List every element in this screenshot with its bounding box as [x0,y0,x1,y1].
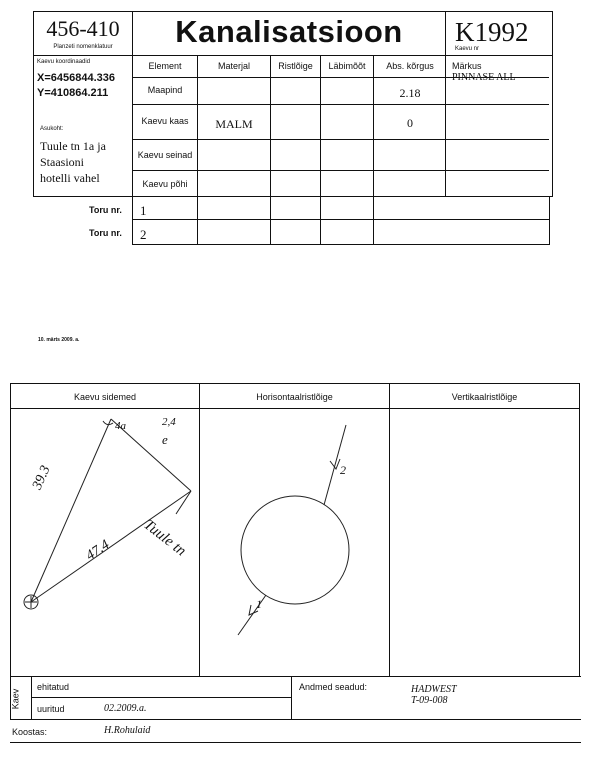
corner-note: 2,4 [162,416,176,428]
col-header-diameter: Läbimõõt [328,61,366,71]
col-header-material: Materjal [217,61,250,71]
col-header-ties: Kaevu sidemed [73,392,137,402]
remarks-value: PINNASE ALL [452,72,516,83]
row-element: Kaevu seinad [137,150,193,160]
col-header-section: Ristlõige [278,61,313,71]
col-header-vertical: Vertikaalristlõige [451,392,518,402]
planzett-label: Planzeti nomenklatuur [53,44,113,50]
row-abs-height: 0 [407,116,413,130]
devices-value: HADWEST [411,684,457,695]
devices-value: T-09-008 [411,695,448,706]
pipe-value: 1 [140,203,147,218]
surveyed-value: 02.2009.a. [104,703,147,714]
corner-note: 4a [115,420,126,432]
coordinates-label: Kaevu koordinaadid [37,59,91,65]
row-element: Kaevu põhi [142,179,188,189]
location-line: hotelli vahel [40,171,100,185]
corner-note: e [162,432,168,447]
pipe-value: 2 [140,227,147,242]
street-name: Tuule tn [140,516,189,560]
pipe-in-number: 2 [340,463,346,477]
horizontal-section-sketch [200,409,389,675]
location-line: Staasioni [40,155,84,169]
location-label: Asukoht: [40,126,64,132]
row-material: MALM [215,117,253,131]
planzett-number: 456-410 [46,16,120,41]
well-number: K1992 [455,17,529,47]
devices-label: Andmed seadud: [299,682,368,692]
distance-a: 39.3 [29,463,54,493]
coordinate-x: X=6456844.336 [37,72,115,84]
well-number-label: Kaevu nr [455,46,480,52]
compiled-label: Koostas: [12,727,48,737]
remarks-label: Märkus [452,61,482,71]
surveyed-label: uuritud [37,704,65,714]
pipe-out-number: 1 [256,597,262,611]
row-abs-height: 2.18 [399,86,421,100]
pipe-label: Toru nr. [89,228,122,238]
coordinate-y: Y=410864.211 [37,87,109,99]
distance-b: 47.4 [83,537,113,564]
top-card [0,0,596,260]
row-element: Kaevu kaas [141,116,189,126]
location-line: Tuule tn 1a ja [40,139,106,153]
built-label: ehitatud [37,682,70,692]
page-title: Kanalisatsioon [175,14,403,49]
col-header-element: Element [148,61,182,71]
col-header-abs-height: Abs. kõrgus [386,61,434,71]
footer [0,676,596,776]
sketch-section [0,380,596,680]
compiled-value: H.Rohulaid [104,725,151,736]
document-date: 10. märts 2009. a. [38,337,80,343]
row-element: Maapind [147,85,183,95]
side-label: Kaev [10,688,21,710]
pipe-label: Toru nr. [89,205,122,215]
col-header-horizontal: Horisontaalristlõige [256,392,333,402]
